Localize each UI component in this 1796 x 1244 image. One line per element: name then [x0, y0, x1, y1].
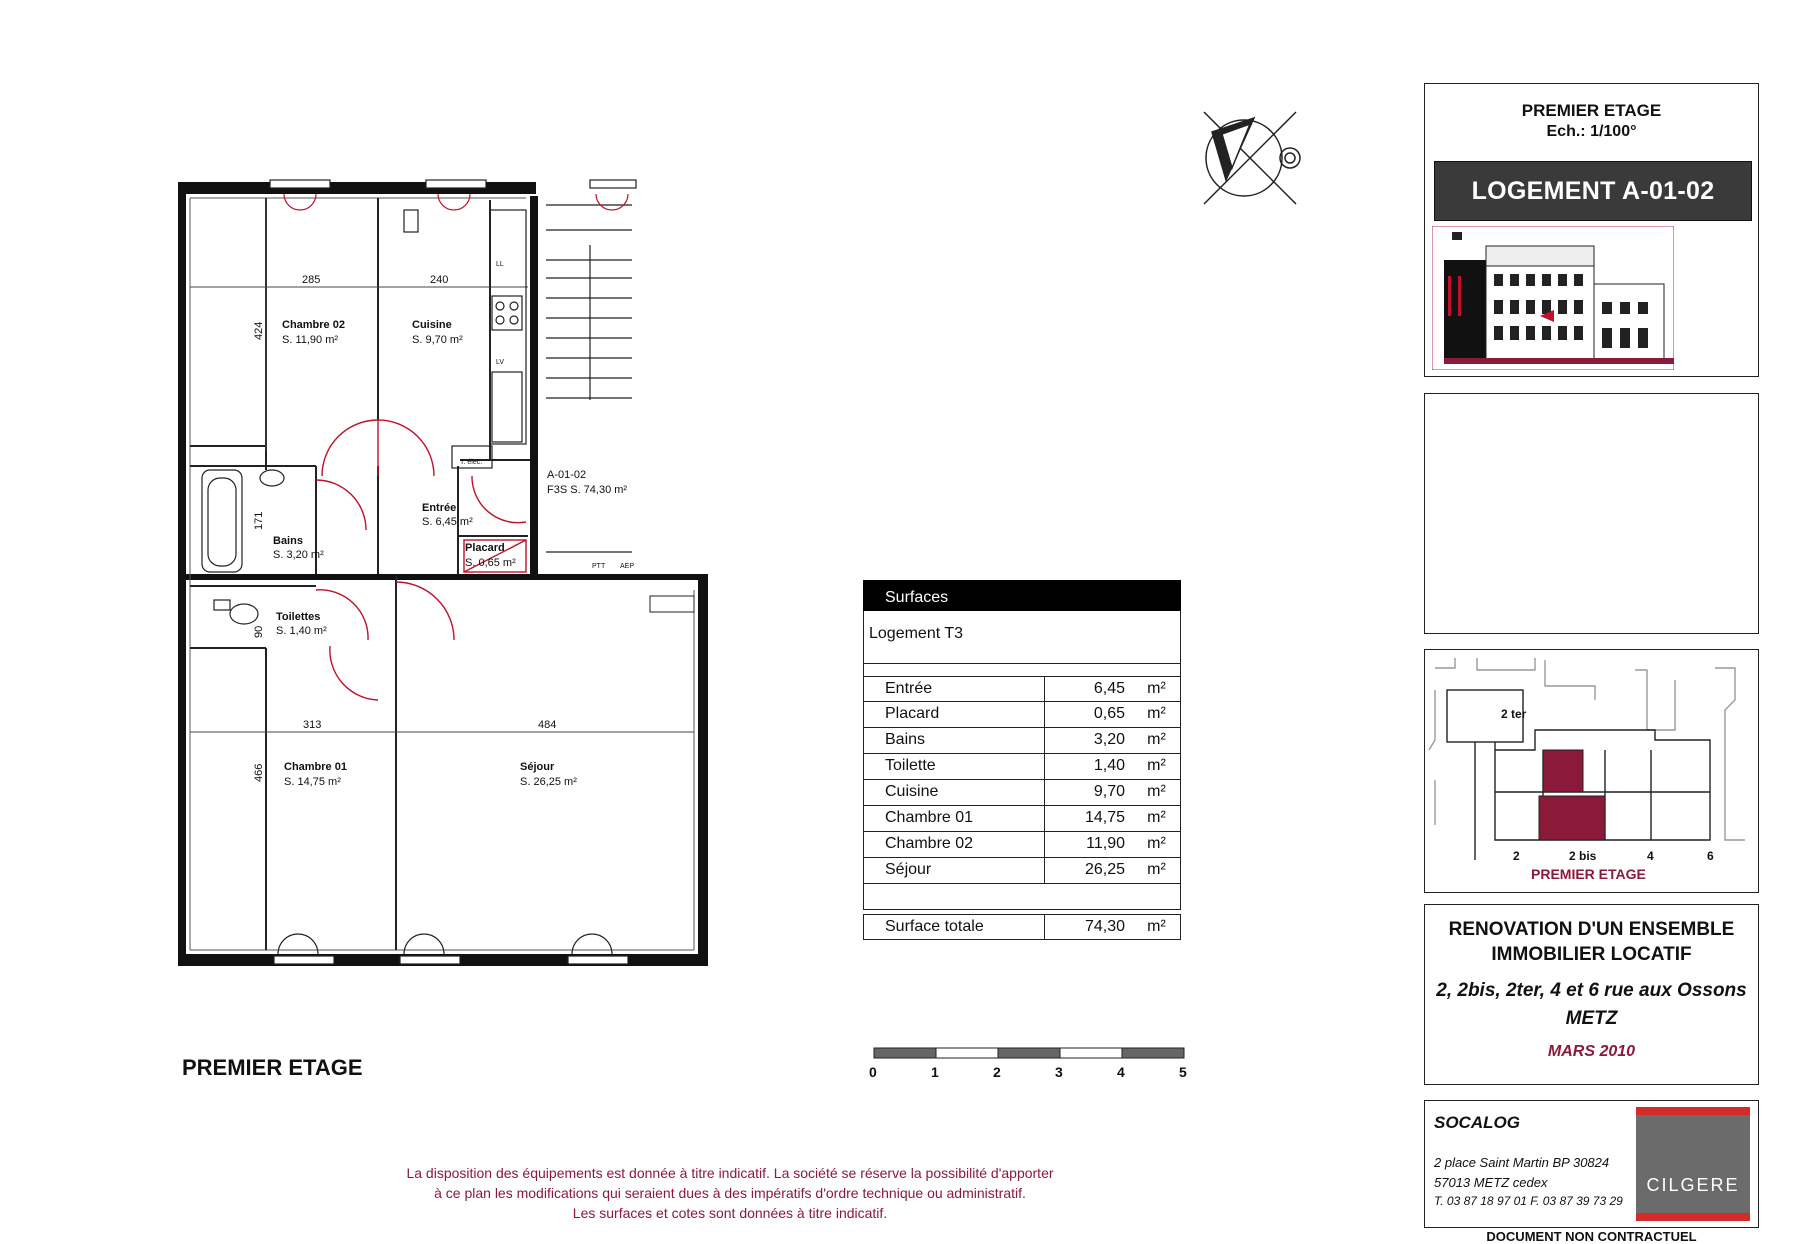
site-level: PREMIER ETAGE: [1531, 866, 1646, 882]
windows-top: [284, 194, 628, 210]
scale-bar-label: 2: [993, 1064, 1001, 1080]
dimension-label: 424: [253, 321, 265, 340]
room-area: S. 14,75 m²: [284, 776, 341, 788]
walls: [178, 182, 708, 966]
address-line1: 2, 2bis, 2ter, 4 et 6 rue aux Ossons: [1436, 980, 1747, 1001]
surfaces-table: [863, 580, 1181, 940]
project-line2: IMMOBILIER LOCATIF: [1491, 944, 1692, 965]
site-label: 2: [1513, 849, 1520, 863]
room-name: Chambre 01: [284, 761, 347, 773]
room-name: Cuisine: [412, 319, 452, 331]
site-label: 2 bis: [1569, 849, 1597, 863]
table-row: Cuisine 9,70 m²: [863, 780, 1181, 806]
room-name: Chambre 02: [282, 319, 345, 331]
disclaimer-line: à ce plan les modifications qui seraient dues à des impératifs d'ordre technique ou administratif.: [434, 1185, 1026, 1201]
company-address2: 57013 METZ cedex: [1434, 1175, 1548, 1190]
title-block-empty: [1424, 393, 1759, 634]
title-block-header: [1424, 83, 1759, 377]
room-name: Toilettes: [276, 611, 321, 623]
dimension-label: 484: [538, 719, 557, 731]
project-line1: RENOVATION D'UN ENSEMBLE: [1448, 919, 1735, 940]
title-level: PREMIER ETAGE: [1521, 101, 1662, 120]
disclaimer: [370, 1163, 1090, 1223]
table-row: Entrée 6,45 m²: [863, 676, 1181, 702]
dimension-label: 240: [430, 274, 449, 286]
company-name: SOCALOG: [1434, 1113, 1520, 1132]
room-area: S. 11,90 m²: [282, 334, 339, 346]
scale-bar-label: 0: [869, 1064, 877, 1080]
room-name: Entrée: [422, 502, 457, 514]
company-phone: T. 03 87 18 97 01 F. 03 87 39 73 29: [1434, 1194, 1623, 1208]
project-block: [1424, 904, 1759, 1085]
scale-bar-label: 3: [1055, 1064, 1063, 1080]
lot-code: A-01-02: [547, 469, 587, 481]
table-row: Séjour 26,25 m²: [863, 858, 1181, 884]
document-non-contractuel: DOCUMENT NON CONTRACTUEL: [1486, 1229, 1697, 1244]
room-name: Bains: [273, 535, 303, 547]
room-area: S. 1,40 m²: [276, 625, 327, 637]
site-label: 2 ter: [1501, 707, 1527, 721]
fixture-label: PTT: [592, 563, 606, 570]
title-scale: Ech.: 1/100°: [1546, 123, 1637, 140]
table-row: Placard 0,65 m²: [863, 702, 1181, 728]
site-plan-block: [1424, 649, 1759, 893]
bath-fixtures: [202, 470, 284, 624]
room-area: S. 26,25 m²: [520, 776, 577, 788]
lot-area: F3S S. 74,30 m²: [547, 484, 628, 496]
room-area: S. 0,65 m²: [465, 557, 516, 569]
logo-text: CILGERE: [1646, 1175, 1740, 1195]
dimension-label: 90: [253, 625, 265, 638]
facade-elevation: [1432, 226, 1674, 370]
room-name: Séjour: [520, 761, 555, 773]
dimension-label: 171: [253, 511, 265, 530]
dimension-label: 285: [302, 274, 321, 286]
room-area: S. 6,45 m²: [422, 516, 473, 528]
scale-bar: [874, 1048, 1184, 1058]
disclaimer-line: La disposition des équipements est donnée à titre indicatif. La société se réserve la possibilité d'apporter: [406, 1165, 1054, 1181]
table-row: Chambre 01 14,75 m²: [863, 806, 1181, 832]
disclaimer-line: Les surfaces et cotes sont données à titre indicatif.: [572, 1205, 888, 1221]
table-row-total: Surface totale 74,30 m²: [863, 914, 1181, 940]
stairs: [546, 205, 632, 552]
scale-bar-label: 5: [1179, 1064, 1187, 1080]
company-address1: 2 place Saint Martin BP 30824: [1434, 1155, 1610, 1170]
room-area: S. 3,20 m²: [273, 549, 324, 561]
logement-banner: LOGEMENT A-01-02: [1434, 161, 1752, 221]
fixture-label: AEP: [620, 563, 635, 570]
windows-bottom: [278, 934, 612, 954]
table-row: Bains 3,20 m²: [863, 728, 1181, 754]
room-area: S. 9,70 m²: [412, 334, 463, 346]
project-date: MARS 2010: [1547, 1043, 1636, 1060]
site-label: 4: [1647, 849, 1654, 863]
fixture-label: T. élec.: [460, 459, 483, 466]
plan-level-title: PREMIER ETAGE: [182, 1055, 363, 1080]
fixture-label: LV: [496, 359, 505, 366]
cilgere-logo: [1636, 1107, 1750, 1221]
table-row: Chambre 02 11,90 m²: [863, 832, 1181, 858]
address-line2: METZ: [1565, 1008, 1618, 1029]
room-name: Placard: [465, 542, 505, 554]
surfaces-header: Surfaces: [863, 580, 1181, 611]
scale-bar-label: 1: [931, 1064, 939, 1080]
north-arrow-icon: [1204, 112, 1300, 204]
site-label: 6: [1707, 849, 1714, 863]
dimension-label: 313: [303, 719, 322, 731]
balcony-rail: [650, 596, 694, 612]
site-plan: [1425, 650, 1758, 892]
fixture-label: LL: [496, 261, 504, 268]
company-block: [1424, 1100, 1759, 1228]
table-row-blank: [863, 884, 1181, 910]
surfaces-type: Logement T3: [863, 611, 1181, 664]
scale-bar-label: 4: [1117, 1064, 1125, 1080]
table-row: Toilette 1,40 m²: [863, 754, 1181, 780]
dimension-label: 466: [253, 763, 265, 782]
